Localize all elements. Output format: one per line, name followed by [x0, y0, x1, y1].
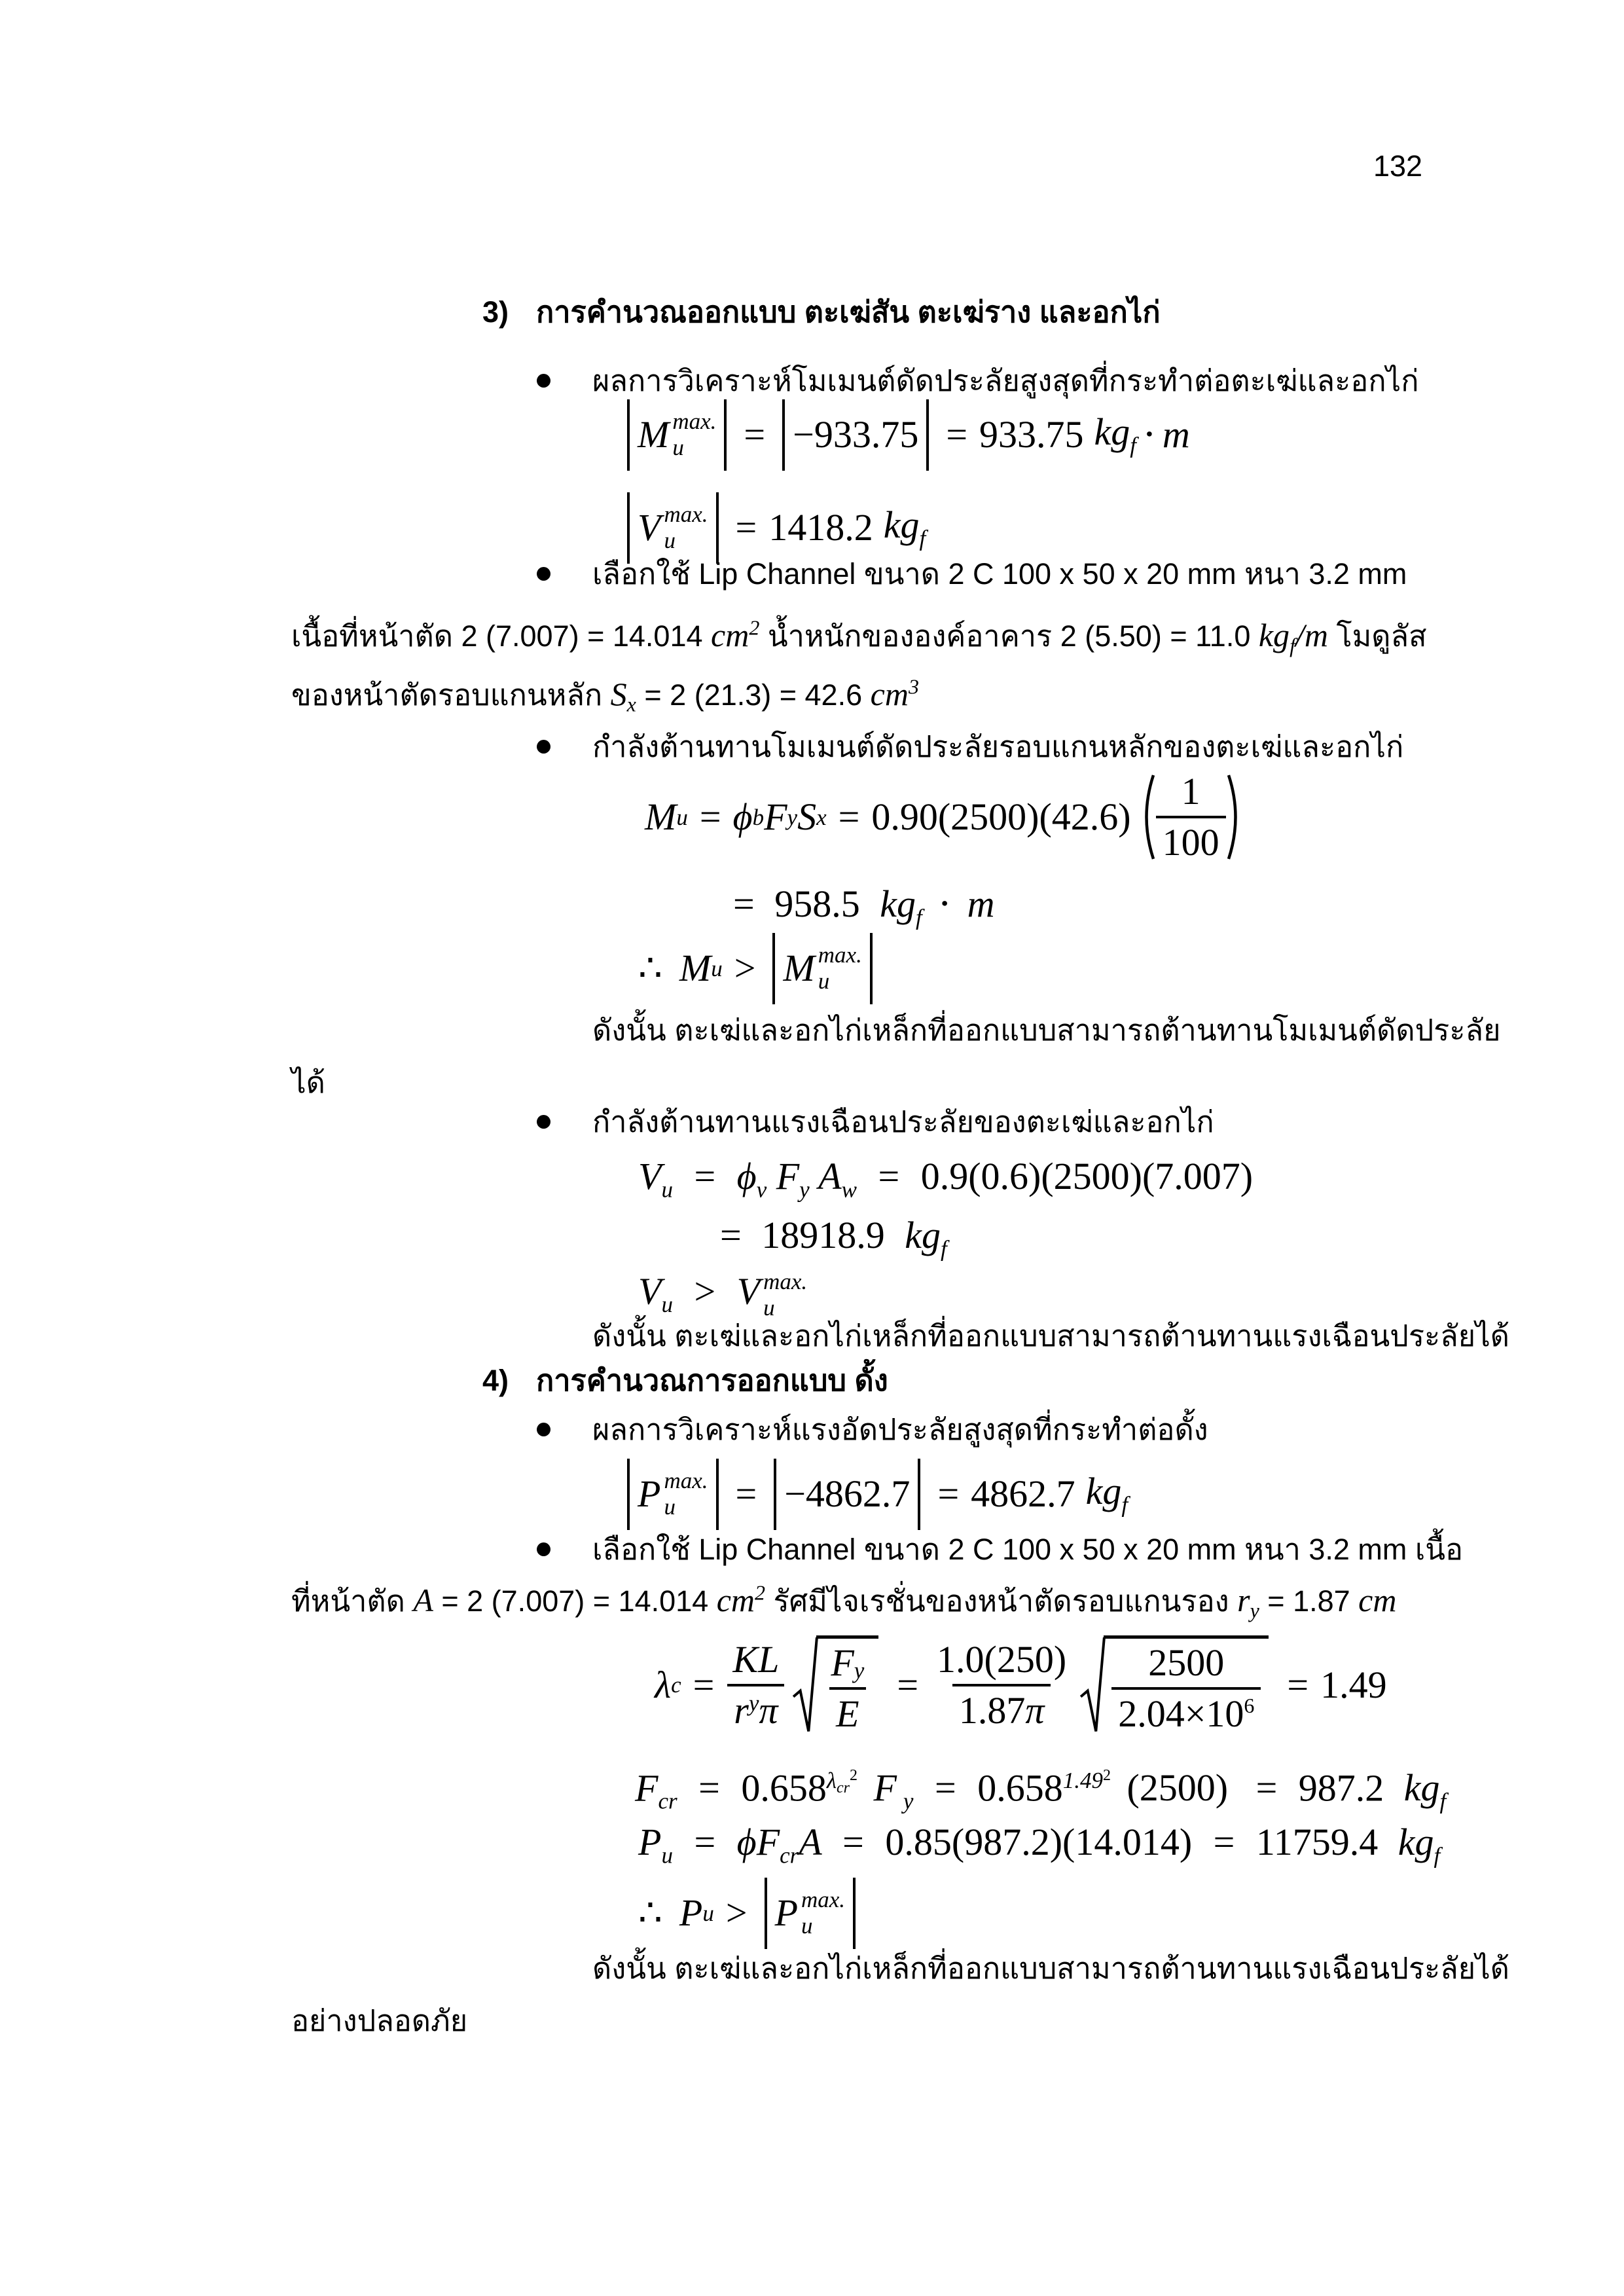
equals-sign: =	[693, 1663, 715, 1706]
math-sup: max.	[664, 1468, 708, 1493]
math-sup: 6	[1244, 1694, 1255, 1717]
section-3-heading	[482, 293, 1161, 332]
bullet-lip-channel-2: เลือกใช้ Lip Channel ขนาด 2 C 100 x 50 x 20 mm หนา 3.2 mm เนื้อ	[592, 1533, 1464, 1566]
thai-text: ที่หน้าตัด	[291, 1584, 414, 1618]
math-number: 0.658	[977, 1766, 1063, 1810]
equals-sign: =	[878, 1155, 900, 1197]
unit-sub-f: f	[915, 904, 922, 930]
math-var: M	[783, 947, 815, 990]
fraction-denominator: E	[829, 1687, 865, 1733]
math-number: 0.85	[885, 1821, 952, 1863]
unit-sub-f: f	[1130, 432, 1137, 458]
math-number: 0.90	[871, 795, 938, 838]
math-number: −933.75	[793, 413, 919, 456]
math-var: P	[638, 1821, 662, 1863]
math-var: V	[736, 1269, 761, 1313]
unit-sub-f: f	[940, 1235, 947, 1262]
thai-text: = 2 (7.007) = 14.014	[433, 1584, 717, 1618]
supsub-stack	[818, 942, 862, 995]
bullet-icon	[537, 374, 550, 388]
math-sub: u	[664, 1494, 676, 1520]
equation-pu-max	[622, 1459, 1128, 1530]
radical-icon	[1079, 1635, 1106, 1734]
thai-text: โมดูลัส	[1327, 619, 1427, 653]
left-paren-icon	[1136, 773, 1156, 862]
abs-bars	[772, 933, 872, 1004]
math-unit: cm	[716, 1582, 755, 1618]
equals-sign: =	[694, 1155, 716, 1197]
equation-vu	[638, 1157, 1253, 1201]
bullet-lip-channel: เลือกใช้ Lip Channel ขนาด 2 C 100 x 50 x 20 mm หนา 3.2 mm	[592, 557, 1407, 591]
greater-than-sign: >	[734, 947, 756, 990]
supsub-stack	[801, 1887, 845, 1940]
equation-row	[622, 1459, 1128, 1530]
abs-bars	[627, 1459, 719, 1530]
math-number: 1.49	[1320, 1663, 1387, 1706]
math-sub: c	[671, 1672, 681, 1698]
math-sub: u	[763, 1295, 775, 1321]
bullet-axial-analysis: ผลการวิเคราะห์แรงอัดประลัยสูงสุดที่กระทำต่อดั้ง	[592, 1413, 1208, 1446]
equals-sign: =	[937, 1472, 960, 1516]
unit-kgf	[880, 883, 922, 930]
equals-sign: =	[838, 795, 860, 838]
math-var: S	[610, 676, 627, 712]
section-3-title: การคำนวณออกแบบ ตะเฆ่สัน ตะเฆ่ราง และอกไก่	[536, 295, 1161, 329]
conclusion-shear: ดังนั้น ตะเฆ่และอกไก่เหล็กที่ออกแบบสามารถต้านทานแรงเฉือนประลัยได้	[592, 1319, 1509, 1353]
math-sub: b	[752, 804, 765, 830]
fraction	[1111, 1641, 1261, 1735]
math-number: 0.9	[920, 1155, 969, 1197]
math-unit: cm	[870, 676, 909, 712]
equation-mu-check	[638, 933, 878, 1004]
math-var: F	[776, 1155, 800, 1197]
math-var: M	[645, 795, 677, 838]
math-sub: u	[661, 1291, 673, 1317]
radicand	[1104, 1635, 1269, 1734]
conclusion-final-cont: อย่างปลอดภัย	[291, 2004, 468, 2037]
equation-row	[622, 399, 1190, 471]
equation-pu	[638, 1823, 1440, 1867]
unit-kgf	[1398, 1821, 1441, 1868]
math-number: 1.87	[958, 1688, 1026, 1732]
math-sup: 2	[749, 615, 760, 640]
math-sub: u	[672, 435, 684, 461]
math-sub: y	[854, 1658, 865, 1683]
bullet-icon	[537, 567, 550, 581]
square-root	[1079, 1635, 1269, 1734]
equals-sign: =	[1255, 1766, 1278, 1810]
thai-text: น้ำหนักขององค์อาคาร 2 (5.50) = 11.0	[759, 619, 1259, 653]
fraction	[824, 1641, 871, 1735]
bullet-icon	[537, 740, 550, 754]
unit-sub-f: f	[1121, 1491, 1128, 1518]
math-var: r	[1237, 1582, 1250, 1618]
math-number: 0.658	[741, 1766, 827, 1810]
bullet-icon	[537, 1423, 550, 1436]
math-number: (42.6)	[1039, 795, 1131, 838]
math-number: (987.2)	[951, 1821, 1063, 1863]
fraction-denominator	[727, 1684, 784, 1730]
math-sub: u	[664, 528, 676, 554]
fraction-denominator: 100	[1156, 816, 1226, 862]
equals-sign: =	[699, 795, 721, 838]
equation-mu	[645, 770, 1246, 864]
equals-sign: =	[735, 506, 757, 549]
supsub-stack	[763, 1269, 807, 1322]
conclusion-final: ดังนั้น ตะเฆ่และอกไก่เหล็กที่ออกแบบสามารถต้านทานแรงเฉือนประลัยได้	[592, 1952, 1509, 1985]
math-number: 4862.7	[971, 1472, 1075, 1516]
math-sub: u	[711, 955, 723, 981]
math-var: A	[818, 1155, 842, 1197]
equation-row	[655, 1635, 1387, 1734]
fraction-numerator: KL	[732, 1637, 780, 1681]
section-4-heading	[482, 1362, 888, 1400]
equation-vu-max	[622, 492, 926, 564]
math-sub: x	[626, 692, 636, 716]
radicand	[816, 1635, 878, 1734]
section-4-number: 4)	[482, 1364, 509, 1397]
greater-than-sign: >	[694, 1269, 716, 1313]
equals-sign: =	[694, 1821, 716, 1863]
math-sub: y	[799, 1176, 810, 1203]
equation-row	[622, 492, 926, 564]
dot-operator: ⋅	[938, 883, 952, 925]
equals-sign: =	[698, 1766, 720, 1810]
math-var: A	[799, 1821, 821, 1863]
math-unit: cm	[1358, 1582, 1397, 1618]
supsub-stack	[664, 1468, 708, 1521]
math-number: 11759.4	[1255, 1821, 1379, 1863]
unit-kg: kg	[880, 883, 916, 925]
math-sub: u	[702, 1900, 714, 1926]
math-var: A	[413, 1582, 433, 1618]
bullet-shear-capacity: กำลังต้านทานแรงเฉือนประลัยของตะเฆ่และอกไก่	[592, 1105, 1214, 1139]
unit-kg: kg	[883, 503, 920, 547]
math-sup: max.	[763, 1269, 808, 1294]
exponent-group	[1063, 1768, 1111, 1793]
math-sub: u	[801, 1913, 813, 1939]
equation-row	[638, 933, 878, 1004]
math-var: V	[638, 1269, 662, 1313]
unit-kg: kg	[1403, 1766, 1440, 1810]
math-var: P	[679, 1891, 703, 1935]
math-number: (14.014)	[1062, 1821, 1193, 1863]
unit-sub-f: f	[919, 525, 926, 551]
pi-symbol: π	[759, 1688, 778, 1732]
math-var: F	[756, 1821, 780, 1863]
thai-text: รัศมีไจเรชั่นของหน้าตัดรอบแกนรอง	[765, 1584, 1238, 1618]
math-number: 933.75	[979, 413, 1084, 456]
lambda-symbol: λ	[826, 1768, 837, 1793]
unit-kgf	[1094, 410, 1137, 458]
unit-kg: kg	[1085, 1470, 1122, 1513]
equals-sign: =	[897, 1663, 919, 1706]
math-sub: cr	[836, 1779, 850, 1797]
math-sup: max.	[664, 501, 708, 527]
bullet-moment-analysis: ผลการวิเคราะห์โมเมนต์ดัดประลัยสูงสุดที่กระทำต่อตะเฆ่และอกไก่	[592, 364, 1419, 397]
math-sup: max.	[672, 409, 717, 434]
equation-pu-check	[638, 1878, 861, 1949]
math-number: (7.007)	[1142, 1155, 1254, 1197]
math-sub: cr	[658, 1788, 677, 1814]
math-sub: v	[756, 1176, 767, 1203]
math-number: (2500)	[1127, 1766, 1229, 1810]
math-number: 958.5	[774, 883, 860, 925]
fraction	[930, 1637, 1073, 1732]
math-sub: u	[661, 1842, 673, 1868]
math-var: V	[638, 506, 661, 549]
math-unit: kg	[1258, 617, 1290, 653]
math-sup: 2	[755, 1580, 765, 1605]
unit-kgf	[1086, 1472, 1128, 1516]
big-parens-fraction	[1136, 770, 1246, 864]
math-number: 18918.9	[761, 1214, 885, 1256]
math-var: M	[638, 413, 670, 456]
conclusion-moment-cont: ได้	[291, 1066, 325, 1099]
equation-vu-check	[638, 1269, 807, 1322]
unit-sub-f: f	[1439, 1788, 1447, 1814]
equation-fcr	[635, 1768, 1446, 1813]
equals-sign: =	[733, 883, 755, 925]
page-number: 132	[1373, 149, 1423, 183]
equals-sign: =	[934, 1766, 956, 1810]
unit-sub-f: f	[1434, 1842, 1441, 1868]
fraction-numerator: 1	[1181, 770, 1200, 812]
math-sub: y	[748, 1690, 759, 1716]
math-sup: 2	[1102, 1767, 1111, 1784]
thai-text: ของหน้าตัดรอบแกนหลัก	[291, 678, 611, 712]
thai-text: = 2 (21.3) = 42.6	[636, 678, 871, 712]
equals-sign: =	[842, 1821, 864, 1863]
radical-icon	[792, 1635, 818, 1734]
dot-operator: ⋅	[1143, 413, 1156, 456]
abs-bars	[774, 1459, 920, 1530]
supsub-stack	[664, 501, 708, 555]
equation-mu-max	[622, 399, 1190, 471]
math-sub: w	[841, 1176, 857, 1203]
math-sub: y	[1250, 1598, 1259, 1622]
math-sub: y	[787, 804, 798, 830]
fraction	[726, 1637, 785, 1732]
math-number: 1.49	[1062, 1768, 1103, 1793]
math-var: P	[774, 1891, 798, 1935]
fraction-denominator	[952, 1684, 1051, 1730]
exponent-group	[826, 1767, 857, 1797]
equation-row	[638, 1878, 861, 1949]
thai-text: = 1.87	[1259, 1584, 1359, 1618]
section-3-number: 3)	[482, 295, 509, 329]
body-section-modulus	[291, 673, 919, 718]
body-section-area	[291, 614, 1427, 659]
math-unit: cm	[711, 617, 749, 653]
fraction-numerator: 2500	[1148, 1641, 1225, 1684]
math-sub: cr	[780, 1842, 799, 1868]
math-sub: f	[1290, 633, 1295, 657]
bullet-icon	[537, 1542, 550, 1556]
abs-bars	[627, 399, 727, 471]
math-var: r	[734, 1688, 749, 1732]
conclusion-moment: ดังนั้น ตะเฆ่และอกไก่เหล็กที่ออกแบบสามารถต้านทานโมเมนต์ดัดประลัย	[592, 1013, 1501, 1047]
math-number: 1418.2	[768, 506, 873, 549]
fraction	[1156, 770, 1226, 864]
equals-sign: =	[946, 413, 968, 456]
math-number: (0.6)	[968, 1155, 1041, 1197]
math-var: V	[638, 1155, 662, 1197]
body-section-radius	[291, 1579, 1396, 1624]
supsub-stack	[672, 409, 716, 462]
math-sup: 2	[849, 1767, 857, 1784]
unit-kg: kg	[1094, 410, 1130, 454]
equals-sign: =	[1213, 1821, 1235, 1863]
equals-sign: =	[720, 1214, 742, 1256]
fraction-numerator: 1.0(250)	[937, 1637, 1067, 1681]
bullet-icon	[537, 1115, 550, 1129]
math-sub: y	[903, 1788, 914, 1814]
math-var: S	[797, 795, 817, 838]
equation-lambda-c	[655, 1635, 1387, 1734]
phi-symbol: ϕ	[736, 1821, 757, 1863]
math-number: 2.04×10	[1118, 1692, 1244, 1735]
thai-text: เนื้อที่หน้าตัด 2 (7.007) = 14.014	[291, 619, 712, 653]
abs-bars	[627, 492, 719, 564]
math-number: 987.2	[1298, 1766, 1384, 1810]
square-root	[792, 1635, 878, 1734]
math-var: F	[635, 1766, 659, 1810]
math-sup: max.	[801, 1887, 846, 1912]
bullet-moment-capacity: กำลังต้านทานโมเมนต์ดัดประลัยรอบแกนหลักของตะเฆ่และอกไก่	[592, 730, 1404, 763]
phi-symbol: ϕ	[732, 795, 753, 838]
pi-symbol: π	[1025, 1688, 1045, 1732]
section-4-title: การคำนวณการออกแบบ ดั้ง	[536, 1364, 888, 1397]
abs-bars	[765, 1878, 856, 1949]
lambda-symbol: λ	[655, 1663, 672, 1706]
therefore-symbol: ∴	[638, 1891, 662, 1935]
therefore-symbol: ∴	[638, 947, 662, 990]
abs-bars	[782, 399, 929, 471]
unit-kgf	[883, 503, 926, 551]
math-number: (2500)	[937, 795, 1039, 838]
unit-kg: kg	[905, 1214, 941, 1256]
math-var: F	[873, 1766, 897, 1810]
math-sup: max.	[818, 942, 862, 968]
math-unit: /m	[1295, 617, 1328, 653]
unit-kgf	[905, 1214, 947, 1262]
math-number: −4862.7	[784, 1472, 911, 1516]
math-var: P	[638, 1472, 661, 1516]
unit-m: m	[967, 883, 995, 925]
math-var: F	[831, 1641, 854, 1684]
unit-kg: kg	[1398, 1821, 1434, 1863]
equation-vu-result	[720, 1216, 947, 1260]
fraction-denominator	[1111, 1687, 1261, 1733]
math-sub: u	[818, 968, 830, 994]
right-paren-icon	[1226, 773, 1246, 862]
math-var: F	[764, 795, 787, 838]
equals-sign: =	[735, 1472, 757, 1516]
unit-m: m	[1162, 413, 1190, 456]
equals-sign: =	[744, 413, 766, 456]
math-sub: x	[816, 804, 827, 830]
math-sub: u	[676, 804, 688, 830]
unit-kgf	[1403, 1766, 1447, 1814]
greater-than-sign: >	[725, 1891, 748, 1935]
fraction-numerator	[824, 1641, 871, 1687]
math-number: (2500)	[1041, 1155, 1142, 1197]
math-sup: 3	[908, 674, 919, 699]
math-var: M	[679, 947, 712, 990]
math-sub: u	[661, 1176, 673, 1203]
equation-mu-result	[733, 885, 994, 928]
equation-row	[645, 770, 1246, 864]
phi-symbol: ϕ	[736, 1155, 757, 1197]
equals-sign: =	[1287, 1663, 1309, 1706]
